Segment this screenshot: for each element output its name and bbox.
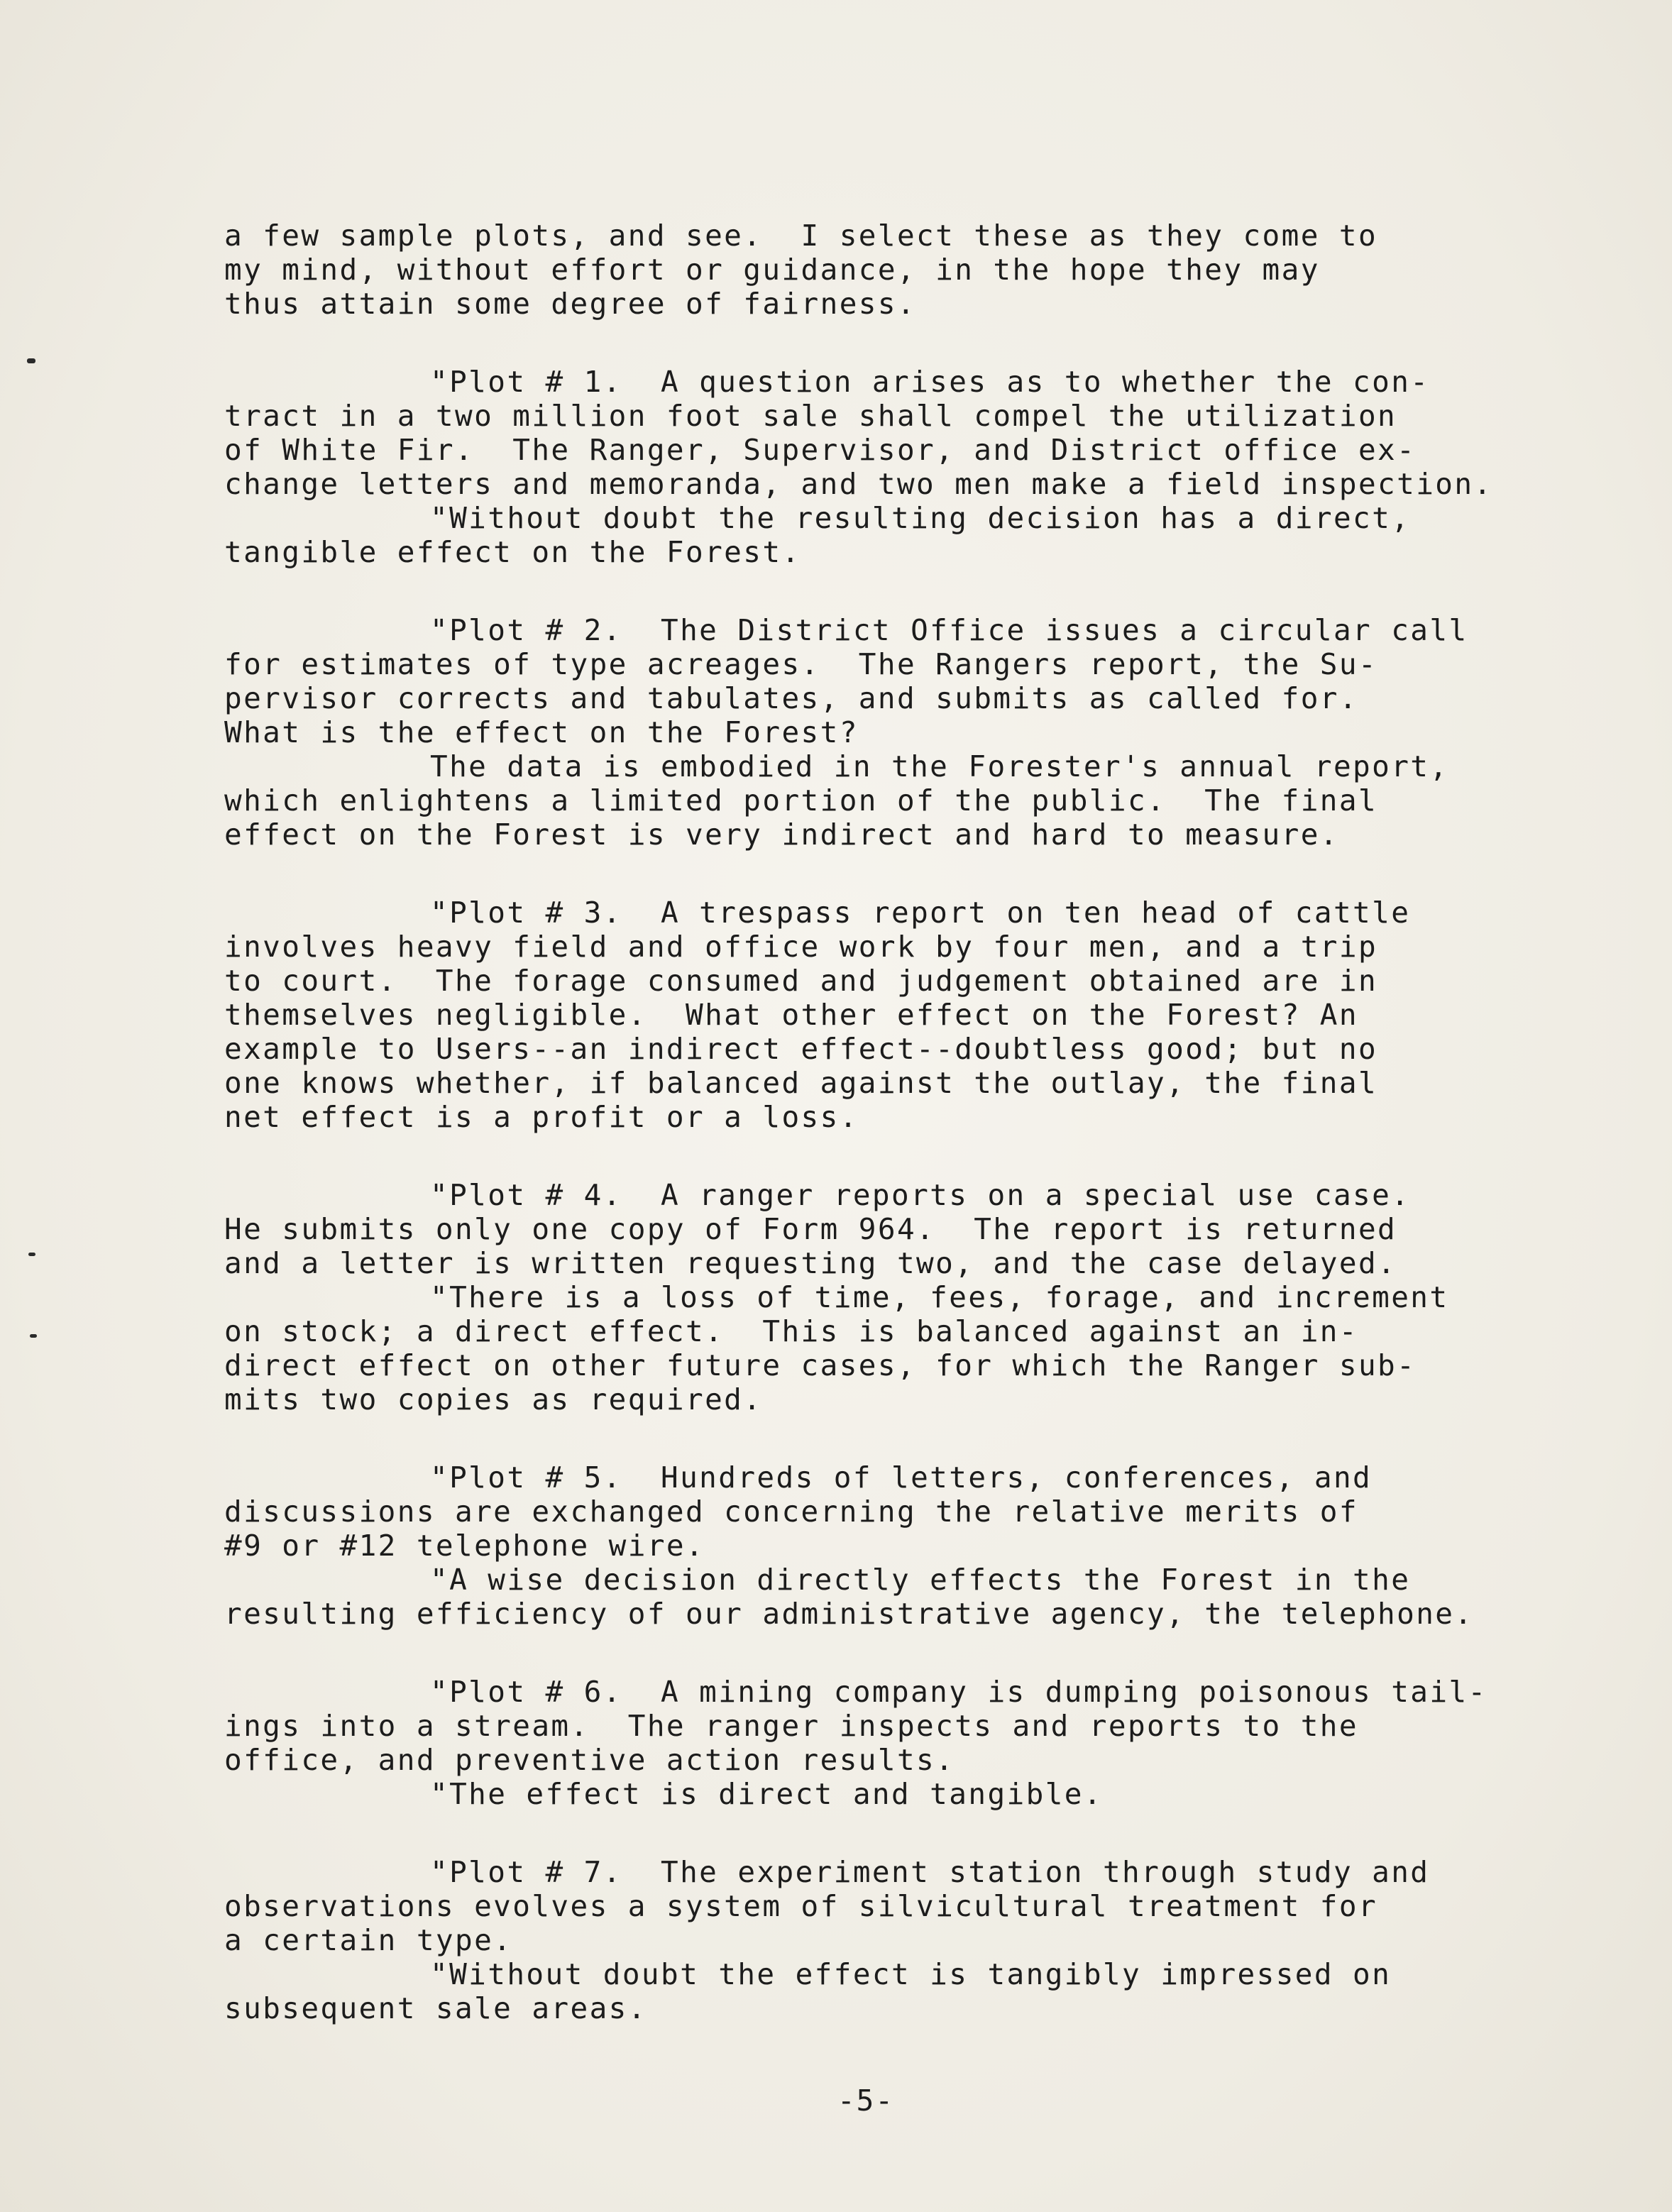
margin-mark — [28, 1253, 35, 1256]
text-line: The data is embodied in the Forester's annual report, — [430, 749, 1449, 783]
text-line: "Plot # 6. A mining company is dumping poisonous tail- — [430, 1675, 1487, 1709]
text-line: involves heavy field and office work by four men, and a trip — [224, 930, 1378, 964]
text-line: for estimates of type acreages. The Rangers report, the Su- — [224, 647, 1378, 681]
plot-4-paragraph — [224, 1178, 1629, 1416]
text-line: "Without doubt the effect is tangibly impressed on — [430, 1957, 1392, 1991]
text-line: which enlightens a limited portion of the public. The final — [224, 783, 1378, 818]
text-line: What is the effect on the Forest? — [224, 715, 859, 749]
text-line: "Plot # 4. A ranger reports on a special use case. — [430, 1178, 1411, 1212]
text-line: a certain type. — [224, 1923, 513, 1957]
text-line: effect on the Forest is very indirect and hard to measure. — [224, 818, 1339, 852]
margin-mark — [30, 1334, 37, 1338]
text-line: "Plot # 1. A question arises as to whether the con- — [430, 365, 1430, 399]
margin-mark — [27, 358, 35, 363]
text-line: themselves negligible. What other effect on the Forest? An — [224, 998, 1358, 1032]
text-line: subsequent sale areas. — [224, 1991, 647, 2025]
plot-2-paragraph — [224, 613, 1629, 852]
text-line: direct effect on other future cases, for which the Ranger sub- — [224, 1348, 1417, 1382]
text-line: "There is a loss of time, fees, forage, and increment — [430, 1280, 1449, 1314]
text-line: one knows whether, if balanced against the outlay, the final — [224, 1066, 1378, 1100]
text-line: "Without doubt the resulting decision has a direct, — [430, 501, 1411, 535]
text-line: pervisor corrects and tabulates, and submits as called for. — [224, 681, 1358, 715]
text-line: mits two copies as required. — [224, 1382, 763, 1416]
text-line: my mind, without effort or guidance, in the hope they may — [224, 253, 1320, 287]
text-line: of White Fir. The Ranger, Supervisor, and District office ex- — [224, 433, 1417, 467]
text-line: discussions are exchanged concerning the relative merits of — [224, 1495, 1358, 1529]
text-line: "Plot # 7. The experiment station through study and — [430, 1855, 1430, 1889]
text-line: observations evolves a system of silvicultural treatment for — [224, 1889, 1378, 1923]
text-line: "Plot # 2. The District Office issues a circular call — [430, 613, 1468, 647]
text-line: resulting efficiency of our administrative agency, the telephone. — [224, 1597, 1474, 1631]
page-number: -5- — [837, 2084, 895, 2118]
text-line: office, and preventive action results. — [224, 1743, 955, 1777]
text-line: a few sample plots, and see. I select these as they come to — [224, 219, 1378, 253]
text-line: change letters and memoranda, and two men make a field inspection. — [224, 467, 1493, 501]
text-line: on stock; a direct effect. This is balanced against an in- — [224, 1314, 1358, 1348]
text-line: "A wise decision directly effects the Forest in the — [430, 1563, 1411, 1597]
text-line: tangible effect on the Forest. — [224, 535, 801, 569]
text-line: ings into a stream. The ranger inspects and reports to the — [224, 1709, 1358, 1743]
text-line: He submits only one copy of Form 964. The report is returned — [224, 1212, 1397, 1246]
document-body — [224, 219, 1629, 2025]
text-line: example to Users--an indirect effect--doubtless good; but no — [224, 1032, 1378, 1066]
text-line: #9 or #12 telephone wire. — [224, 1529, 705, 1563]
text-line: to court. The forage consumed and judgement obtained are in — [224, 964, 1378, 998]
plot-5-paragraph — [224, 1460, 1629, 1631]
text-line: "Plot # 3. A trespass report on ten head of cattle — [430, 896, 1411, 930]
text-line: "Plot # 5. Hundreds of letters, conferences, and — [430, 1460, 1373, 1495]
text-line: and a letter is written requesting two, and the case delayed. — [224, 1246, 1397, 1280]
text-line: "The effect is direct and tangible. — [430, 1777, 1103, 1811]
text-line: tract in a two million foot sale shall compel the utilization — [224, 399, 1397, 433]
text-line: thus attain some degree of fairness. — [224, 287, 917, 321]
plot-6-paragraph — [224, 1675, 1629, 1811]
plot-1-paragraph — [224, 365, 1629, 569]
intro-paragraph — [224, 219, 1629, 321]
plot-7-paragraph — [224, 1855, 1629, 2025]
plot-3-paragraph — [224, 896, 1629, 1134]
text-line: net effect is a profit or a loss. — [224, 1100, 859, 1134]
